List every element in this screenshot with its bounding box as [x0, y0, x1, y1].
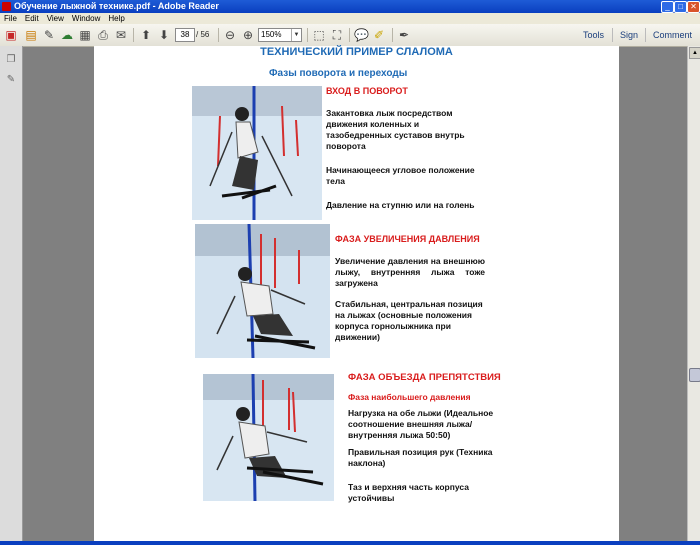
minimize-button[interactable]: _ [661, 1, 674, 13]
zoom-out-icon[interactable]: ⊖ [224, 28, 236, 42]
save-icon[interactable]: ▦ [79, 28, 91, 42]
highlight-icon[interactable]: ✐ [373, 28, 385, 42]
section-subheading: Фаза наибольшего давления [348, 392, 471, 402]
menu-view[interactable]: View [46, 14, 64, 23]
separator [218, 28, 219, 42]
toolbar [0, 24, 700, 47]
document-page [94, 46, 619, 545]
share-icon[interactable]: ☁ [61, 28, 73, 42]
comment-button[interactable]: Comment [653, 30, 693, 40]
next-page-icon[interactable]: ⬇ [158, 28, 170, 42]
open-icon[interactable]: ▣ [5, 28, 17, 42]
skier-photo-entry [192, 86, 322, 220]
section-text: Закантовка лыж посредством движения коленных и тазобедренных суставов внутрь поворота [326, 108, 465, 151]
attachments-icon[interactable]: ✎ [6, 74, 16, 85]
vertical-scrollbar[interactable] [687, 46, 700, 545]
skier-photo-pressure [195, 224, 330, 358]
separator [392, 28, 393, 42]
menu-help[interactable]: Help [108, 14, 125, 23]
title-bar [0, 0, 700, 13]
adobe-reader-icon [2, 2, 11, 11]
close-button[interactable]: ✕ [687, 1, 700, 13]
menu-edit[interactable]: Edit [24, 14, 39, 23]
page-number-input[interactable]: 38 [175, 28, 195, 42]
sign-tool-icon[interactable]: ✒ [398, 28, 410, 42]
section-text: Правильная позиция рук (Техника наклона) [348, 447, 493, 468]
page-thumbnails-icon[interactable]: ❐ [6, 54, 16, 65]
create-pdf-icon[interactable]: ▤ [25, 28, 37, 42]
section-text: Давление на ступню или на голень [326, 200, 475, 210]
previous-page-icon[interactable]: ⬆ [140, 28, 152, 42]
zoom-select[interactable] [258, 28, 302, 42]
comment-icon[interactable]: 💬 [354, 28, 369, 42]
section-text: Таз и верхняя часть корпуса устойчивы [348, 482, 469, 503]
print-icon[interactable]: ⎙ [98, 28, 108, 42]
navigation-panel [0, 46, 23, 545]
menu-file[interactable]: File [4, 14, 17, 23]
page-total: / 56 [196, 30, 210, 39]
skier-photo-obstacle [203, 374, 334, 501]
window-title: Обучение лыжной технике.pdf - Adobe Reader [14, 1, 219, 11]
zoom-value: 150% [261, 30, 282, 39]
fit-page-icon[interactable]: ⬚ [313, 28, 325, 42]
separator [133, 28, 134, 42]
menu-window[interactable]: Window [71, 14, 101, 23]
section-text: Нагрузка на обе лыжи (Идеальное соотношение внешняя лыжа/внутренняя лыжа 50:50) [348, 408, 494, 440]
section-text: Начинающееся угловое положение тела [326, 165, 475, 186]
scroll-up-icon[interactable]: ▲ [689, 47, 700, 59]
page-title: ТЕХНИЧЕСКИЙ ПРИМЕР СЛАЛОМА [260, 46, 453, 58]
separator [307, 28, 308, 42]
zoom-in-icon[interactable]: ⊕ [242, 28, 254, 42]
section-text: Увеличение давления на внешнюю лыжу, внутренняя лыжа тоже загружена [335, 256, 485, 288]
tools-button[interactable]: Tools [583, 30, 605, 40]
section-heading-obstacle: ФАЗА ОБЪЕЗДА ПРЕПЯТСТВИЯ [348, 372, 501, 383]
section-heading-entry: ВХОД В ПОВОРОТ [326, 86, 408, 96]
edit-icon[interactable]: ✎ [43, 28, 55, 42]
full-screen-icon[interactable]: ⛶ [332, 28, 342, 42]
menu-bar [0, 13, 700, 24]
scroll-thumb[interactable] [689, 368, 700, 382]
separator [612, 28, 613, 42]
separator [645, 28, 646, 42]
section-subtitle: Фазы поворота и переходы [269, 68, 408, 79]
maximize-button[interactable]: □ [674, 1, 687, 13]
email-icon[interactable]: ✉ [115, 28, 127, 42]
sign-button[interactable]: Sign [620, 30, 639, 40]
section-text: Стабильная, центральная позиция на лыжах (основные положения корпуса горнолыжника при движении) [335, 299, 483, 342]
chevron-down-icon[interactable]: ▼ [291, 29, 301, 41]
section-heading-pressure: ФАЗА УВЕЛИЧЕНИЯ ДАВЛЕНИЯ [335, 234, 480, 244]
taskbar-edge [0, 541, 700, 545]
separator [349, 28, 350, 42]
